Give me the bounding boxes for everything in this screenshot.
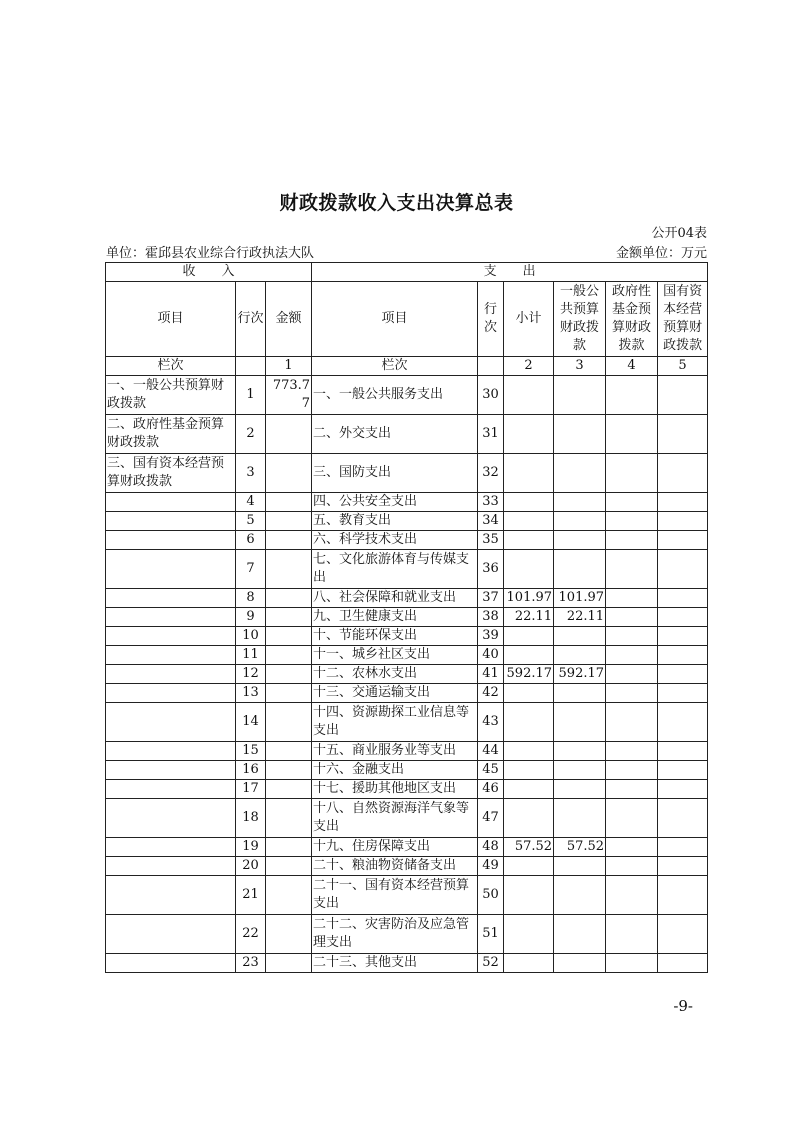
expense-line-cell: 32: [478, 454, 504, 493]
general-budget-cell: [554, 742, 606, 761]
state-capital-cell: [658, 415, 708, 454]
income-line-cell: 1: [236, 376, 266, 415]
state-capital-header: 国有资本经营预算财政拨款: [658, 282, 708, 357]
fund-budget-cell: [606, 512, 658, 531]
income-item-cell: [106, 493, 236, 512]
income-line-cell: 20: [236, 857, 266, 876]
subtotal-cell: [504, 646, 554, 665]
income-amount-cell: [266, 703, 312, 742]
expense-item-cell: 二十、粮油物资储备支出: [312, 857, 478, 876]
fund-budget-cell: [606, 742, 658, 761]
expense-line-cell: 33: [478, 493, 504, 512]
income-amount-cell: [266, 761, 312, 780]
income-amount-cell: [266, 915, 312, 954]
fund-budget-cell: [606, 493, 658, 512]
subtotal-cell: [504, 531, 554, 550]
state-capital-cell: [658, 838, 708, 857]
expense-item-cell: 七、文化旅游体育与传媒支出: [312, 550, 478, 589]
table-row: [106, 646, 708, 665]
amount-header: 金额: [266, 282, 312, 357]
general-budget-cell: [554, 454, 606, 493]
subtotal-cell: [504, 415, 554, 454]
expense-item-cell: 十一、城乡社区支出: [312, 646, 478, 665]
income-amount-cell: [266, 531, 312, 550]
general-budget-cell: [554, 799, 606, 838]
income-item-cell: [106, 665, 236, 684]
table-row: [106, 531, 708, 550]
income-amount-cell: [266, 512, 312, 531]
income-line-cell: 9: [236, 608, 266, 627]
fund-budget-cell: [606, 376, 658, 415]
state-capital-cell: [658, 857, 708, 876]
income-item-cell: [106, 703, 236, 742]
income-line-cell: 21: [236, 876, 266, 915]
subtotal-cell: [504, 915, 554, 954]
fund-budget-cell: [606, 838, 658, 857]
fiscal-summary-table: [105, 262, 708, 973]
table-row: [106, 742, 708, 761]
income-line-cell: 17: [236, 780, 266, 799]
subtotal-cell: [504, 761, 554, 780]
income-item-cell: [106, 684, 236, 703]
subtotal-cell: 101.97: [504, 589, 554, 608]
income-item-cell: [106, 954, 236, 973]
state-capital-cell: [658, 761, 708, 780]
income-line-cell: 3: [236, 454, 266, 493]
expense-item-cell: 十七、援助其他地区支出: [312, 780, 478, 799]
subtotal-cell: [504, 493, 554, 512]
general-budget-cell: [554, 876, 606, 915]
general-budget-cell: [554, 550, 606, 589]
state-capital-cell: [658, 665, 708, 684]
expense-line-cell: 30: [478, 376, 504, 415]
income-item-cell: [106, 761, 236, 780]
empty-cell: [236, 357, 266, 376]
income-amount-cell: [266, 857, 312, 876]
subtotal-cell: [504, 780, 554, 799]
col-number: 1: [266, 357, 312, 376]
income-header: 收 入: [106, 263, 312, 282]
expense-item-cell: 十六、金融支出: [312, 761, 478, 780]
expense-line-cell: 38: [478, 608, 504, 627]
expense-item-cell: 三、国防支出: [312, 454, 478, 493]
income-amount-cell: [266, 589, 312, 608]
subtotal-cell: [504, 876, 554, 915]
income-amount-cell: [266, 646, 312, 665]
col-number: 3: [554, 357, 606, 376]
income-item-cell: [106, 608, 236, 627]
state-capital-cell: [658, 954, 708, 973]
income-item-cell: [106, 627, 236, 646]
income-item-cell: [106, 742, 236, 761]
expense-line-cell: 50: [478, 876, 504, 915]
table-row: [106, 627, 708, 646]
general-budget-header: 一般公共预算财政拨款: [554, 282, 606, 357]
general-budget-cell: [554, 857, 606, 876]
table-row: [106, 415, 708, 454]
unit-name: 单位：霍邱县农业综合行政执法大队: [106, 246, 315, 261]
expense-line-cell: 41: [478, 665, 504, 684]
subtotal-cell: 57.52: [504, 838, 554, 857]
expense-line-cell: 47: [478, 799, 504, 838]
income-amount-cell: [266, 742, 312, 761]
expense-line-cell: 46: [478, 780, 504, 799]
expense-line-cell: 34: [478, 512, 504, 531]
state-capital-cell: [658, 531, 708, 550]
state-capital-cell: [658, 376, 708, 415]
subtotal-cell: [504, 684, 554, 703]
table-row: [106, 857, 708, 876]
income-amount-cell: [266, 799, 312, 838]
income-item-cell: [106, 799, 236, 838]
subtotal-cell: [504, 454, 554, 493]
table-row: [106, 454, 708, 493]
fund-budget-cell: [606, 780, 658, 799]
income-item-cell: [106, 780, 236, 799]
state-capital-cell: [658, 550, 708, 589]
state-capital-cell: [658, 512, 708, 531]
money-unit: 金额单位：万元: [615, 246, 707, 261]
expense-line-cell: 49: [478, 857, 504, 876]
fund-budget-cell: [606, 531, 658, 550]
expense-item-cell: 六、科学技术支出: [312, 531, 478, 550]
expense-item-cell: 十九、住房保障支出: [312, 838, 478, 857]
state-capital-cell: [658, 589, 708, 608]
fund-budget-cell: [606, 954, 658, 973]
income-line-cell: 23: [236, 954, 266, 973]
general-budget-cell: [554, 531, 606, 550]
income-item-cell: 一、一般公共预算财政拨款: [106, 376, 236, 415]
expense-line-cell: 51: [478, 915, 504, 954]
income-amount-cell: [266, 454, 312, 493]
fund-budget-cell: [606, 415, 658, 454]
table-row: [106, 684, 708, 703]
expense-line-cell: 36: [478, 550, 504, 589]
general-budget-cell: 57.52: [554, 838, 606, 857]
income-amount-cell: [266, 954, 312, 973]
table-row: [106, 608, 708, 627]
income-line-cell: 18: [236, 799, 266, 838]
income-item-cell: [106, 915, 236, 954]
expense-line-header: 行次: [478, 282, 504, 357]
table-row: [106, 799, 708, 838]
expense-item-cell: 二十一、国有资本经营预算支出: [312, 876, 478, 915]
fund-budget-cell: [606, 876, 658, 915]
general-budget-cell: [554, 493, 606, 512]
table-row: [106, 780, 708, 799]
income-amount-cell: [266, 550, 312, 589]
state-capital-cell: [658, 780, 708, 799]
general-budget-cell: [554, 780, 606, 799]
income-amount-cell: 773.77: [266, 376, 312, 415]
income-line-cell: 4: [236, 493, 266, 512]
table-row: [106, 512, 708, 531]
expense-item-cell: 九、卫生健康支出: [312, 608, 478, 627]
table-row: [106, 954, 708, 973]
state-capital-cell: [658, 684, 708, 703]
table-row: [106, 589, 708, 608]
fund-budget-cell: [606, 454, 658, 493]
table-row: [106, 703, 708, 742]
income-amount-cell: [266, 415, 312, 454]
general-budget-cell: [554, 684, 606, 703]
table-row: [106, 761, 708, 780]
expense-line-cell: 44: [478, 742, 504, 761]
income-line-cell: 7: [236, 550, 266, 589]
state-capital-cell: [658, 915, 708, 954]
income-line-cell: 6: [236, 531, 266, 550]
income-item-cell: [106, 876, 236, 915]
income-item-cell: [106, 857, 236, 876]
table-row: [106, 665, 708, 684]
subtotal-cell: [504, 742, 554, 761]
income-amount-cell: [266, 876, 312, 915]
income-item-cell: [106, 550, 236, 589]
state-capital-cell: [658, 493, 708, 512]
fund-budget-cell: [606, 665, 658, 684]
expense-item-cell: 十八、自然资源海洋气象等支出: [312, 799, 478, 838]
fund-budget-cell: [606, 550, 658, 589]
fund-budget-cell: [606, 703, 658, 742]
state-capital-cell: [658, 703, 708, 742]
form-code: 公开04表: [651, 226, 707, 241]
col-number: 2: [504, 357, 554, 376]
fund-budget-cell: [606, 627, 658, 646]
table-row: [106, 915, 708, 954]
income-amount-cell: [266, 665, 312, 684]
fund-budget-cell: [606, 761, 658, 780]
col-number: 5: [658, 357, 708, 376]
general-budget-cell: [554, 415, 606, 454]
fund-budget-cell: [606, 589, 658, 608]
subtotal-cell: [504, 954, 554, 973]
income-line-cell: 5: [236, 512, 266, 531]
income-amount-cell: [266, 608, 312, 627]
expense-item-cell: 十二、农林水支出: [312, 665, 478, 684]
subtotal-cell: [504, 627, 554, 646]
income-item-header: 项目: [106, 282, 236, 357]
income-amount-cell: [266, 838, 312, 857]
expense-item-header: 项目: [312, 282, 478, 357]
income-item-cell: [106, 838, 236, 857]
general-budget-cell: 22.11: [554, 608, 606, 627]
general-budget-cell: [554, 703, 606, 742]
income-amount-cell: [266, 627, 312, 646]
state-capital-cell: [658, 646, 708, 665]
general-budget-cell: [554, 761, 606, 780]
income-line-cell: 10: [236, 627, 266, 646]
income-line-cell: 8: [236, 589, 266, 608]
fund-budget-cell: [606, 915, 658, 954]
subtotal-cell: 22.11: [504, 608, 554, 627]
income-amount-cell: [266, 493, 312, 512]
expense-item-cell: 二十三、其他支出: [312, 954, 478, 973]
subtotal-cell: 592.17: [504, 665, 554, 684]
subtotal-cell: [504, 857, 554, 876]
expense-line-cell: 35: [478, 531, 504, 550]
page-number: -9-: [673, 997, 693, 1015]
income-line-cell: 13: [236, 684, 266, 703]
fund-budget-cell: [606, 857, 658, 876]
expense-line-cell: 52: [478, 954, 504, 973]
expense-line-cell: 40: [478, 646, 504, 665]
state-capital-cell: [658, 799, 708, 838]
state-capital-cell: [658, 742, 708, 761]
income-amount-cell: [266, 780, 312, 799]
expense-item-cell: 二十二、灾害防治及应急管理支出: [312, 915, 478, 954]
subtotal-cell: [504, 550, 554, 589]
subtotal-cell: [504, 512, 554, 531]
table-row: [106, 876, 708, 915]
income-line-header: 行次: [236, 282, 266, 357]
expense-line-cell: 39: [478, 627, 504, 646]
expense-item-cell: 十五、商业服务业等支出: [312, 742, 478, 761]
income-line-cell: 19: [236, 838, 266, 857]
fund-budget-cell: [606, 684, 658, 703]
expense-line-cell: 48: [478, 838, 504, 857]
income-item-cell: [106, 531, 236, 550]
subtotal-cell: [504, 376, 554, 415]
general-budget-cell: [554, 915, 606, 954]
state-capital-cell: [658, 876, 708, 915]
subtotal-cell: [504, 799, 554, 838]
general-budget-cell: 592.17: [554, 665, 606, 684]
income-line-cell: 12: [236, 665, 266, 684]
income-item-cell: 三、国有资本经营预算财政拨款: [106, 454, 236, 493]
table-row: [106, 493, 708, 512]
general-budget-cell: [554, 646, 606, 665]
fund-budget-cell: [606, 608, 658, 627]
general-budget-cell: [554, 376, 606, 415]
col-label: 栏次: [106, 357, 236, 376]
expense-line-cell: 42: [478, 684, 504, 703]
empty-cell: [478, 357, 504, 376]
income-amount-cell: [266, 684, 312, 703]
income-line-cell: 16: [236, 761, 266, 780]
income-line-cell: 22: [236, 915, 266, 954]
income-item-cell: [106, 589, 236, 608]
page-title: 财政拨款收入支出决算总表: [279, 192, 514, 214]
col-label: 栏次: [312, 357, 478, 376]
general-budget-cell: [554, 627, 606, 646]
income-item-cell: 二、政府性基金预算财政拨款: [106, 415, 236, 454]
table-row: [106, 838, 708, 857]
expense-item-cell: 一、一般公共服务支出: [312, 376, 478, 415]
general-budget-cell: 101.97: [554, 589, 606, 608]
table-row: [106, 376, 708, 415]
state-capital-cell: [658, 454, 708, 493]
fund-budget-cell: [606, 799, 658, 838]
expense-item-cell: 四、公共安全支出: [312, 493, 478, 512]
col-number: 4: [606, 357, 658, 376]
expense-line-cell: 43: [478, 703, 504, 742]
income-item-cell: [106, 646, 236, 665]
income-line-cell: 14: [236, 703, 266, 742]
income-line-cell: 15: [236, 742, 266, 761]
expense-item-cell: 十、节能环保支出: [312, 627, 478, 646]
expense-item-cell: 十三、交通运输支出: [312, 684, 478, 703]
fund-budget-cell: [606, 646, 658, 665]
income-line-cell: 11: [236, 646, 266, 665]
income-line-cell: 2: [236, 415, 266, 454]
subtotal-cell: [504, 703, 554, 742]
state-capital-cell: [658, 608, 708, 627]
expense-line-cell: 31: [478, 415, 504, 454]
expense-item-cell: 十四、资源勘探工业信息等支出: [312, 703, 478, 742]
subtotal-header: 小计: [504, 282, 554, 357]
general-budget-cell: [554, 954, 606, 973]
expense-item-cell: 五、教育支出: [312, 512, 478, 531]
table-row: [106, 550, 708, 589]
expense-item-cell: 八、社会保障和就业支出: [312, 589, 478, 608]
fund-budget-header: 政府性基金预算财政拨款: [606, 282, 658, 357]
state-capital-cell: [658, 627, 708, 646]
expense-header: 支 出: [312, 263, 708, 282]
expense-line-cell: 37: [478, 589, 504, 608]
general-budget-cell: [554, 512, 606, 531]
expense-line-cell: 45: [478, 761, 504, 780]
expense-item-cell: 二、外交支出: [312, 415, 478, 454]
income-item-cell: [106, 512, 236, 531]
